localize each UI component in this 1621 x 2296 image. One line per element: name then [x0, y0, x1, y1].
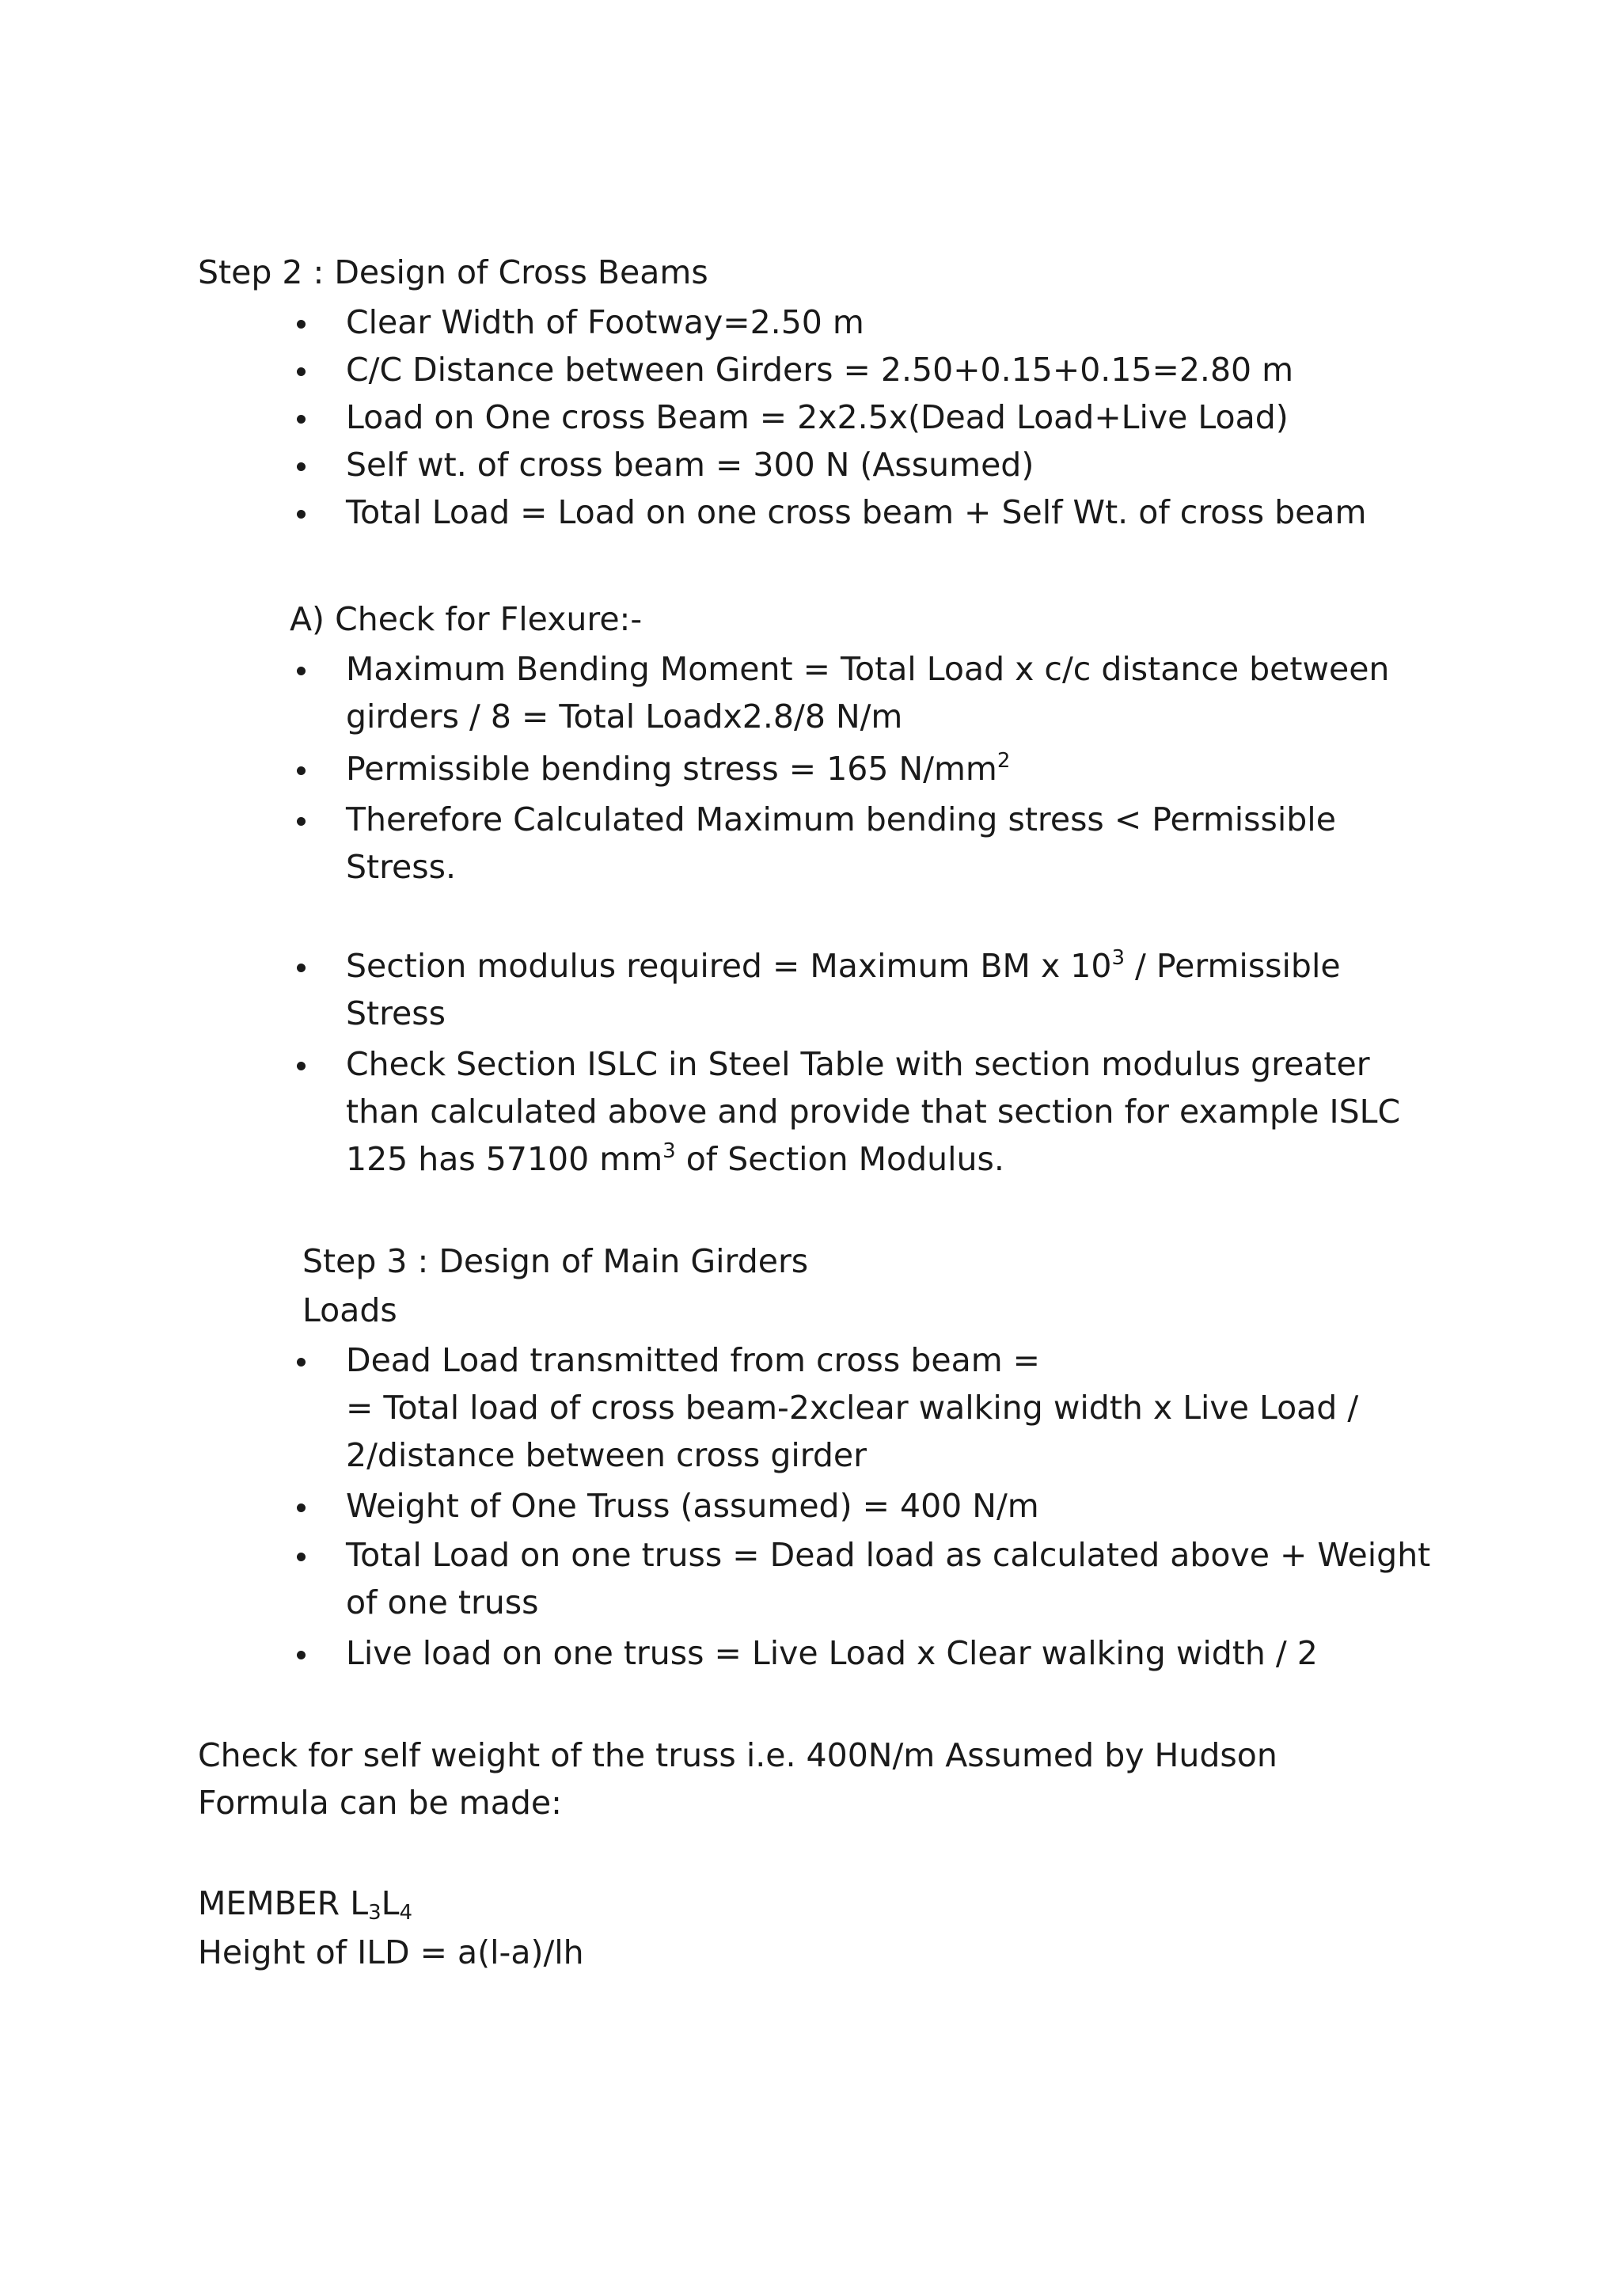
list-item: Total Load on one truss = Dead load as calculated above + Weight of one truss [294, 1531, 1442, 1626]
list-item: Total Load = Load on one cross beam + Self Wt. of cross beam [294, 488, 1442, 536]
list-item: Section modulus required = Maximum BM x $10^3$ / Permissible Stress [294, 942, 1442, 1037]
list-item: Permissible bending stress = 165 $N/mm^2$ [294, 745, 1442, 793]
list-item: C/C Distance between Girders = 2.50+0.15+0.15=2.80 m [294, 346, 1442, 393]
list-item: Clear Width of Footway=2.50 m [294, 298, 1442, 346]
list-item: Therefore Calculated Maximum bending stress < Permissible Stress. [294, 796, 1442, 891]
step2-heading: Step 2 : Design of Cross Beams [198, 253, 708, 291]
list-item: Check Section ISLC in Steel Table with section modulus greater than calculated above and provide that section for example ISLC 125 has 57100 $mm^3$ of Section Modulus. [294, 1040, 1442, 1183]
list-item: Weight of One Truss (assumed) = 400 N/m [294, 1482, 1442, 1530]
list-item: Self wt. of cross beam = 300 N (Assumed) [294, 441, 1442, 488]
flexure-list [294, 645, 1442, 891]
member-heading: MEMBER $L_3L_4$ [198, 1884, 412, 1925]
section-modulus-list [294, 942, 1442, 1183]
list-item: Live load on one truss = Live Load x Clear walking width / 2 [294, 1629, 1442, 1677]
list-item: Load on One cross Beam = 2x2.5x(Dead Load+Live Load) [294, 393, 1442, 441]
step3-subheading: Loads [302, 1291, 397, 1329]
step2-list [294, 298, 1442, 536]
list-item: Dead Load transmitted from cross beam = = Total load of cross beam-2xclear walking width x Live Load / 2/distance between cross girder [294, 1336, 1442, 1479]
step3-heading: Step 3 : Design of Main Girders [302, 1242, 809, 1280]
ild-formula: Height of ILD = a(l-a)/lh [198, 1933, 584, 1971]
list-item: Maximum Bending Moment = Total Load x c/c distance between girders / 8 = Total Loadx2.8/8 N/m [294, 645, 1442, 740]
step3-list [294, 1336, 1442, 1677]
check-paragraph: Check for self weight of the truss i.e. 400N/m Assumed by Hudson Formula can be made: [198, 1736, 1277, 1822]
flexure-heading: A) Check for Flexure:- [290, 600, 643, 638]
